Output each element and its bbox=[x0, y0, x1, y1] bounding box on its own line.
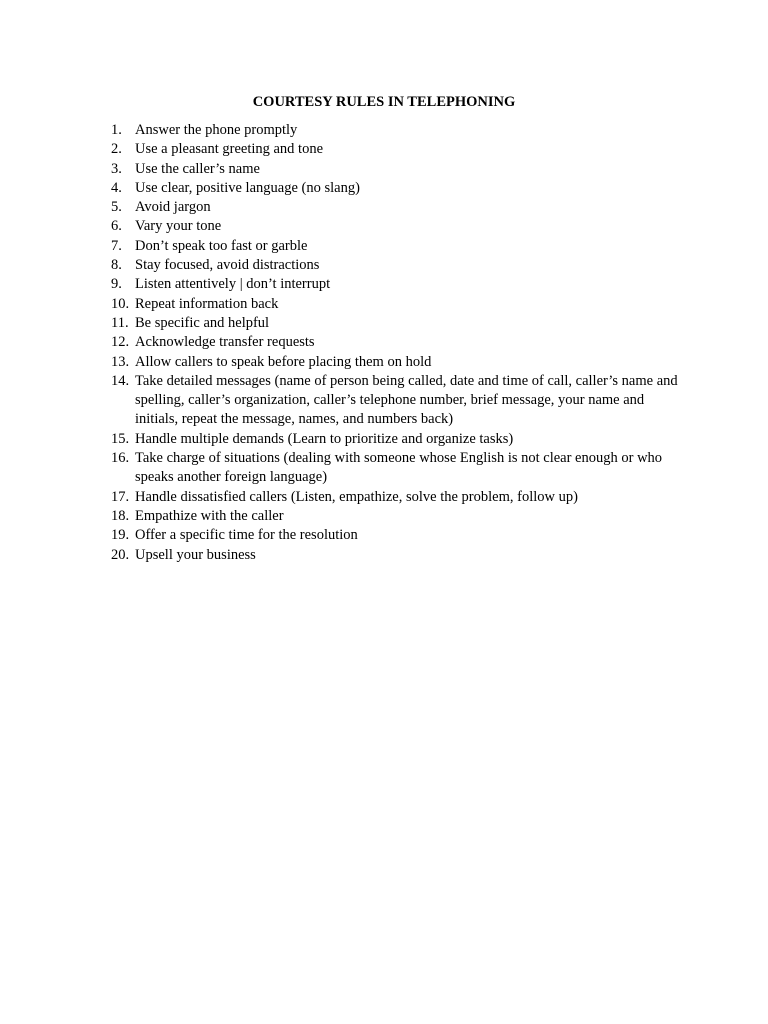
list-item-number: 20. bbox=[111, 546, 130, 563]
list-item-number: 6. bbox=[111, 218, 122, 235]
list-item-text: Offer a specific time for the resolution bbox=[135, 527, 358, 544]
list-item-text: Be specific and helpful bbox=[135, 314, 270, 331]
list-item-text: Allow callers to speak before placing them on hold bbox=[135, 353, 432, 370]
list-item-text: Use a pleasant greeting and tone bbox=[135, 141, 324, 158]
rules-list bbox=[111, 121, 681, 565]
list-item-text: Handle dissatisfied callers (Listen, empathize, solve the problem, follow up) bbox=[135, 488, 578, 505]
list-item bbox=[111, 217, 681, 236]
list-item bbox=[111, 256, 681, 275]
list-item bbox=[111, 353, 681, 372]
list-item-number: 3. bbox=[111, 160, 122, 177]
list-item bbox=[111, 546, 681, 565]
list-item-number: 18. bbox=[111, 507, 130, 524]
list-item bbox=[111, 372, 681, 430]
list-item-text: Repeat information back bbox=[135, 295, 279, 312]
list-item-text: Take detailed messages (name of person being called, date and time of call, caller’s name and spelling, caller’s organization, caller’s telephone number, brief message, your name and initials, repeat the message, names, and numbers back) bbox=[135, 372, 678, 428]
list-item-text: Empathize with the caller bbox=[135, 507, 284, 524]
document-title: COURTESY RULES IN TELEPHONING bbox=[252, 94, 516, 110]
list-item bbox=[111, 449, 681, 488]
list-item bbox=[111, 430, 681, 449]
list-item-number: 19. bbox=[111, 527, 130, 544]
list-item-number: 4. bbox=[111, 179, 122, 196]
list-item-number: 16. bbox=[111, 450, 130, 467]
list-item bbox=[111, 488, 681, 507]
list-item-number: 7. bbox=[111, 237, 122, 254]
list-item-number: 15. bbox=[111, 430, 130, 447]
list-item-number: 13. bbox=[111, 353, 130, 370]
list-item bbox=[111, 333, 681, 352]
list-item bbox=[111, 179, 681, 198]
list-item-text: Use clear, positive language (no slang) bbox=[135, 179, 360, 196]
list-item-number: 8. bbox=[111, 257, 122, 274]
list-item bbox=[111, 275, 681, 294]
list-item bbox=[111, 314, 681, 333]
list-item bbox=[111, 507, 681, 526]
list-item-text: Use the caller’s name bbox=[135, 160, 260, 177]
list-item-number: 9. bbox=[111, 276, 122, 293]
list-item-number: 17. bbox=[111, 488, 130, 505]
list-item-text: Stay focused, avoid distractions bbox=[135, 257, 320, 274]
list-item-text: Answer the phone promptly bbox=[135, 122, 298, 138]
list-item-text: Vary your tone bbox=[135, 218, 222, 235]
list-item-text: Take charge of situations (dealing with someone whose English is not clear enough or who speaks another foreign language) bbox=[135, 450, 663, 486]
list-item-number: 12. bbox=[111, 334, 130, 351]
list-item-text: Avoid jargon bbox=[135, 199, 211, 216]
list-item bbox=[111, 237, 681, 256]
list-item-number: 1. bbox=[111, 122, 122, 138]
list-item bbox=[111, 526, 681, 545]
list-item bbox=[111, 198, 681, 217]
list-item bbox=[111, 295, 681, 314]
list-item bbox=[111, 160, 681, 179]
list-item-text: Don’t speak too fast or garble bbox=[135, 237, 308, 254]
list-item-text: Handle multiple demands (Learn to prioritize and organize tasks) bbox=[135, 430, 514, 447]
list-item bbox=[111, 121, 681, 140]
list-item-text: Listen attentively | don’t interrupt bbox=[135, 276, 331, 293]
list-item bbox=[111, 140, 681, 159]
list-item-number: 5. bbox=[111, 199, 122, 216]
list-item-number: 10. bbox=[111, 295, 130, 312]
list-item-text: Acknowledge transfer requests bbox=[135, 334, 315, 351]
list-item-number: 11. bbox=[111, 314, 129, 331]
list-item-text: Upsell your business bbox=[135, 546, 256, 563]
list-item-number: 14. bbox=[111, 372, 130, 389]
list-item-number: 2. bbox=[111, 141, 122, 158]
